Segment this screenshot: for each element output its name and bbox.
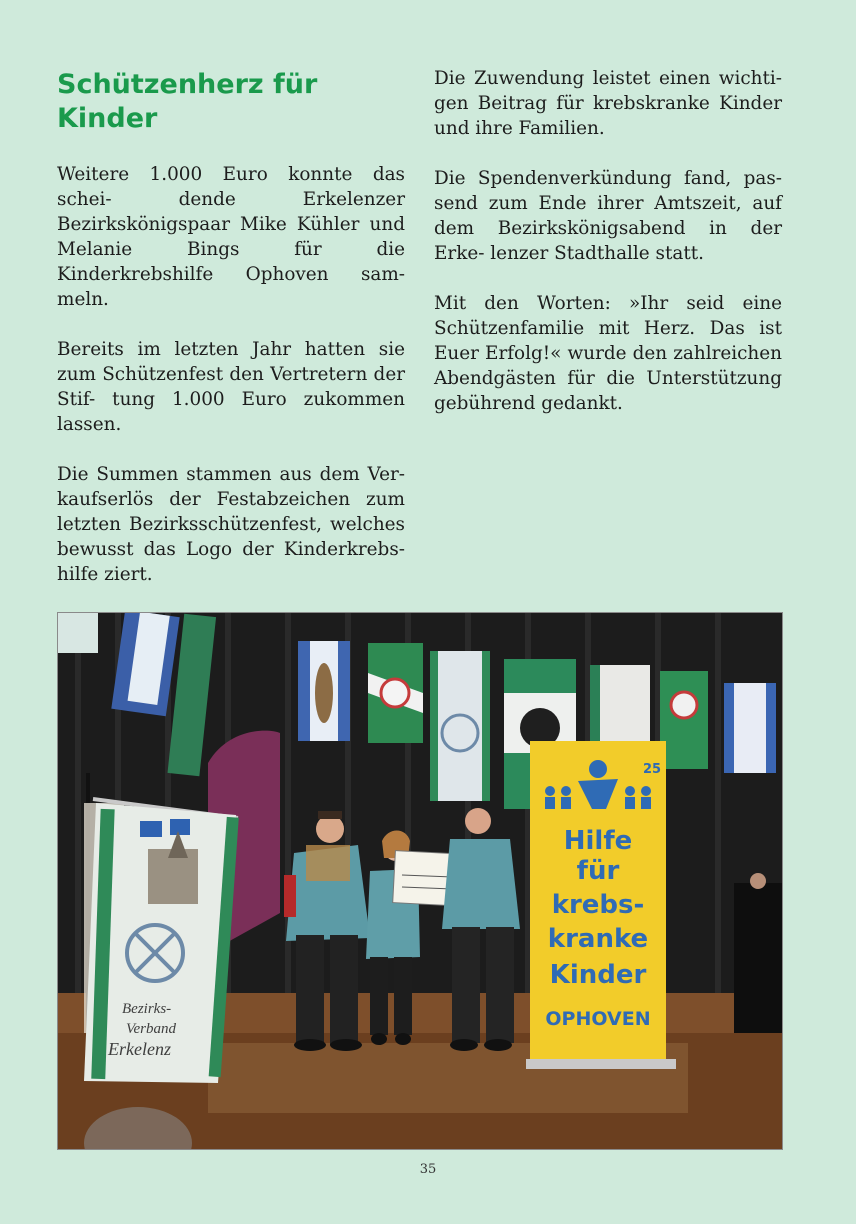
rollup-line-3: krebs-	[551, 890, 645, 920]
banner-line-1: Bezirks-	[122, 1001, 172, 1017]
page-number: 35	[419, 1162, 437, 1177]
rollup-logo-number: 25	[643, 762, 662, 777]
banner-line-2: Verband	[126, 1021, 176, 1037]
paragraph: Mit den Worten: »Ihr seid eine Schützenfamilie mit Herz. Das ist Euer Erfolg!« wurde den zahlreichen Abendgästen für die Unterstützung gebührend gedankt.	[434, 293, 782, 414]
paragraph: Bereits im letzten Jahr hatten sie zum Schützenfest den Vertretern der Stif- tung 1.000 Euro zukommen lassen.	[57, 339, 405, 435]
right-column	[434, 66, 782, 441]
paragraph: Die Zuwendung leistet einen wichti- gen Beitrag für krebskranke Kinder und ihre Familien.	[434, 68, 782, 139]
paragraph: Die Summen stammen aus dem Ver- kaufserlös der Festabzeichen zum letzten Bezirksschützenfest, welches bewusst das Logo der Kinderkrebs- hilfe ziert.	[57, 464, 405, 585]
rollup-line-6: OPHOVEN	[545, 1008, 651, 1030]
event-photo	[57, 612, 783, 1150]
paragraph: Die Spendenverkündung fand, pas- send zum Ende ihrer Amtszeit, auf dem Bezirkskönigsabend in der Erke- lenzer Stadthalle statt.	[434, 168, 782, 264]
rollup-line-4: kranke	[547, 924, 649, 954]
rollup-line-1: Hilfe	[563, 826, 633, 856]
rollup-line-5: Kinder	[549, 960, 647, 990]
left-column	[57, 66, 405, 612]
banner-line-3: Erkelenz	[108, 1039, 171, 1059]
paragraph: Weitere 1.000 Euro konnte das schei- dende Erkelenzer Bezirkskönigspaar Mike Kühler und Melanie Bings für die Kinderkrebshilfe Ophoven sam- meln.	[57, 164, 405, 310]
article-title: Schützenherz für Kinder	[57, 69, 318, 134]
photo-illustration	[58, 613, 782, 1149]
rollup-line-2: für	[576, 856, 620, 886]
